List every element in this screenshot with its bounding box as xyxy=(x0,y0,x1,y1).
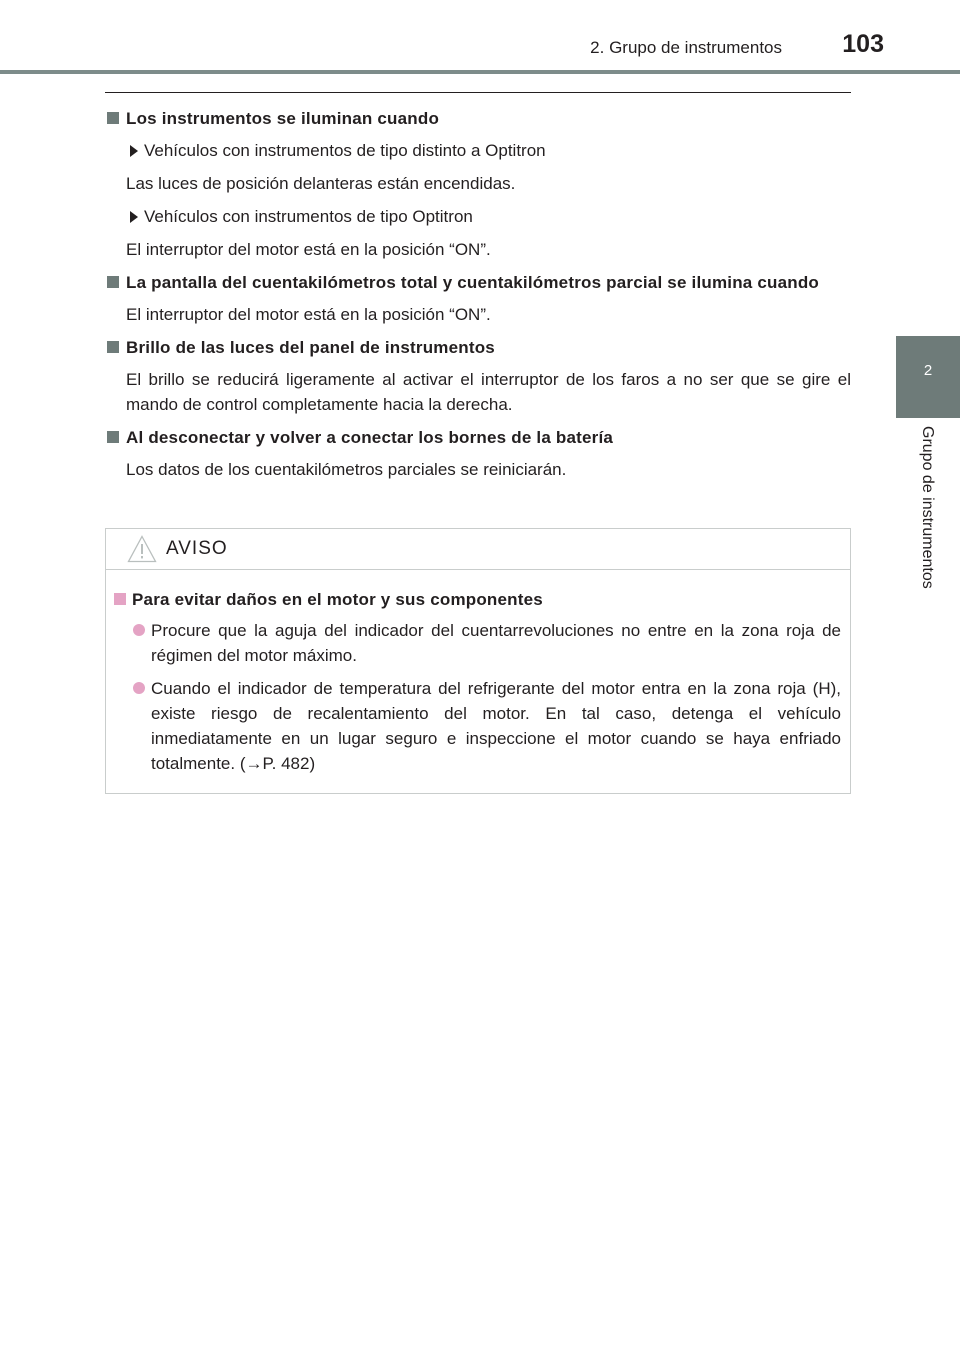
circle-bullet-icon xyxy=(133,682,145,694)
aviso-box xyxy=(105,528,851,794)
body-text: Los datos de los cuentakilómetros parciales se reiniciarán. xyxy=(126,460,567,479)
sub-item-text: Vehículos con instrumentos de tipo Optitron xyxy=(144,207,473,226)
circle-bullet-icon xyxy=(133,624,145,636)
content-top-rule xyxy=(105,92,851,93)
square-bullet-icon xyxy=(107,112,119,124)
section-odometer-display xyxy=(105,270,851,327)
aviso-bullet xyxy=(114,618,841,668)
triangle-right-icon xyxy=(130,145,138,157)
aviso-heading-text: Para evitar daños en el motor y sus componentes xyxy=(132,590,543,609)
triangle-right-icon xyxy=(130,211,138,223)
chapter-tab-title: Grupo de instrumentos xyxy=(919,426,936,589)
warning-triangle-icon xyxy=(127,535,157,563)
square-bullet-icon xyxy=(107,276,119,288)
section-illumination xyxy=(105,106,851,262)
aviso-bullet-text: Procure que la aguja del indicador del cuentarrevoluciones no entre en la zona roja de régimen del motor máximo. xyxy=(151,621,841,665)
square-bullet-icon xyxy=(107,341,119,353)
body-text: El interruptor del motor está en la posición “ON”. xyxy=(126,240,491,259)
section-heading xyxy=(105,106,851,131)
sub-item xyxy=(126,138,851,163)
section-battery-reconnect xyxy=(105,425,851,482)
square-bullet-icon xyxy=(114,593,126,605)
header-rule xyxy=(0,70,960,74)
section-heading-text: Al desconectar y volver a conectar los bornes de la batería xyxy=(126,428,614,447)
aviso-bullet xyxy=(114,676,841,776)
square-bullet-icon xyxy=(107,431,119,443)
section-heading xyxy=(105,270,851,295)
body-text: El interruptor del motor está en la posición “ON”. xyxy=(126,305,491,324)
section-heading-text: Brillo de las luces del panel de instrumentos xyxy=(126,338,495,357)
chapter-tab xyxy=(896,336,960,418)
section-heading-text: La pantalla del cuentakilómetros total y cuentakilómetros parcial se ilumina cuando xyxy=(126,273,820,292)
aviso-header xyxy=(106,529,850,570)
body-text: El brillo se reducirá ligeramente al activar el interruptor de los faros a no ser que se gire el mando de control completamente hacia la derecha. xyxy=(126,370,851,414)
sub-item xyxy=(126,204,851,229)
body-text: Las luces de posición delanteras están encendidas. xyxy=(126,174,516,193)
aviso-bullet-text: Cuando el indicador de temperatura del refrigerante del motor entra en la zona roja (H), existe riesgo de recalentamiento del motor. En tal caso, detenga el vehículo inmediatamente en un lugar seguro e inspeccione el motor cuando se haya enfriado totalmente. (→P. 482) xyxy=(151,679,841,773)
aviso-body xyxy=(114,587,841,784)
chapter-tab-title-area xyxy=(896,420,960,620)
sub-item-text: Vehículos con instrumentos de tipo distinto a Optitron xyxy=(144,141,546,160)
section-panel-brightness xyxy=(105,335,851,417)
main-content xyxy=(105,106,851,490)
section-heading xyxy=(105,425,851,450)
aviso-heading xyxy=(114,587,841,612)
section-heading-text: Los instrumentos se iluminan cuando xyxy=(126,109,440,128)
page-number: 103 xyxy=(842,30,884,58)
section-heading xyxy=(105,335,851,360)
chapter-tab-number: 2 xyxy=(923,362,933,379)
aviso-label: AVISO xyxy=(166,538,228,559)
running-header-section: 2. Grupo de instrumentos xyxy=(590,38,782,57)
